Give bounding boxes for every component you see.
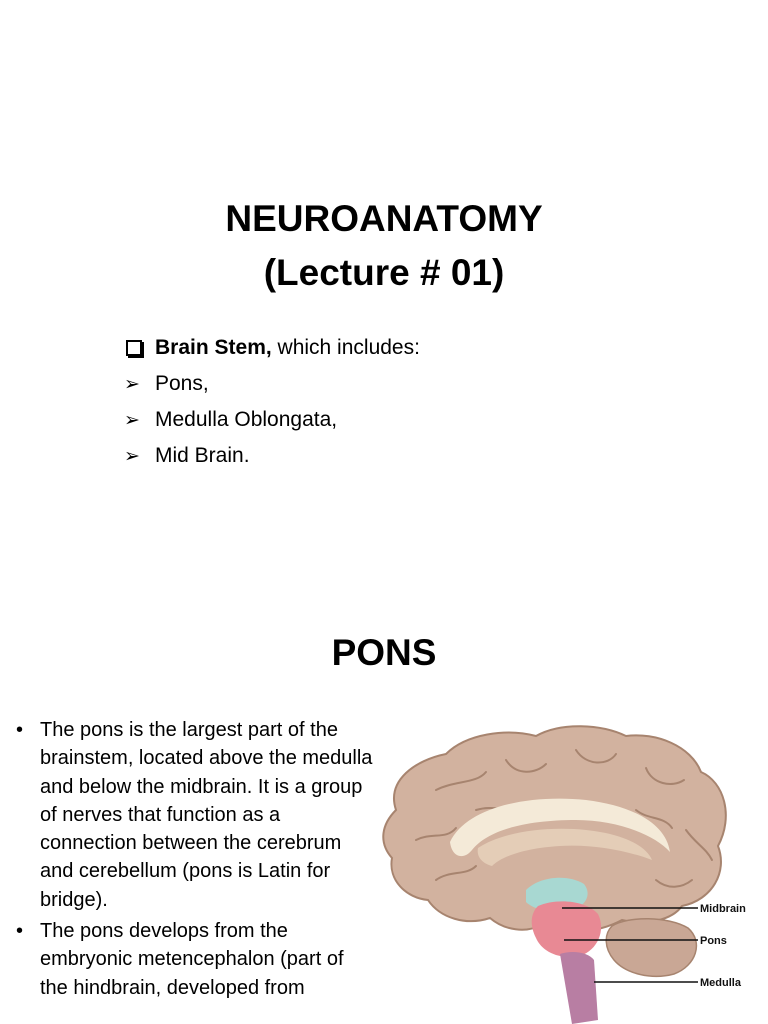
brain-stem-text — [155, 330, 420, 366]
brain-diagram — [376, 720, 768, 1024]
paragraph-text: The pons is the largest part of the brainstem, located above the medulla and below the midbrain. It is a group of nerves that function as a connection between the cerebrum and cerebellum (pons is Latin for bridge). — [40, 719, 373, 911]
bullet-dot-icon: • — [16, 920, 24, 943]
midbrain-label: Midbrain — [700, 903, 746, 915]
brain-stem-rest: which includes: — [271, 336, 420, 359]
pons-label: Pons — [700, 935, 727, 947]
paragraph-text: The pons develops from the embryonic metencephalon (part of the hindbrain, developed from — [40, 920, 344, 999]
list-item — [124, 402, 644, 438]
title-line-2: (Lecture # 01) — [263, 252, 505, 293]
list-item — [124, 438, 644, 474]
part-label: Mid Brain. — [155, 444, 250, 467]
medulla-label: Medulla — [700, 977, 741, 989]
list-item — [16, 917, 376, 1002]
slide-pons — [0, 576, 768, 1024]
part-label: Pons, — [155, 372, 209, 395]
pons-shape — [532, 901, 601, 957]
brain-stem-item — [124, 330, 644, 366]
bullet-dot-icon: • — [16, 719, 24, 741]
medulla-shape — [560, 952, 598, 1024]
part-label: Medulla Oblongata, — [155, 408, 338, 431]
section-heading: PONS — [331, 632, 437, 673]
arrowhead-bullet-icon: ➢ — [124, 409, 140, 431]
checkbox-bullet-icon — [124, 340, 155, 356]
brain-stem-bold: Brain Stem, — [155, 336, 272, 359]
arrowhead-bullet-icon: ➢ — [124, 373, 140, 395]
list-item — [124, 366, 644, 402]
arrowhead-bullet-icon: ➢ — [124, 445, 140, 467]
cerebellum-shape — [606, 919, 696, 977]
list-item — [16, 716, 376, 914]
lecture-title — [0, 192, 768, 300]
title-line-1: NEUROANATOMY — [225, 198, 543, 239]
brain-stem-list — [124, 330, 644, 474]
pons-description-list — [16, 716, 376, 1005]
